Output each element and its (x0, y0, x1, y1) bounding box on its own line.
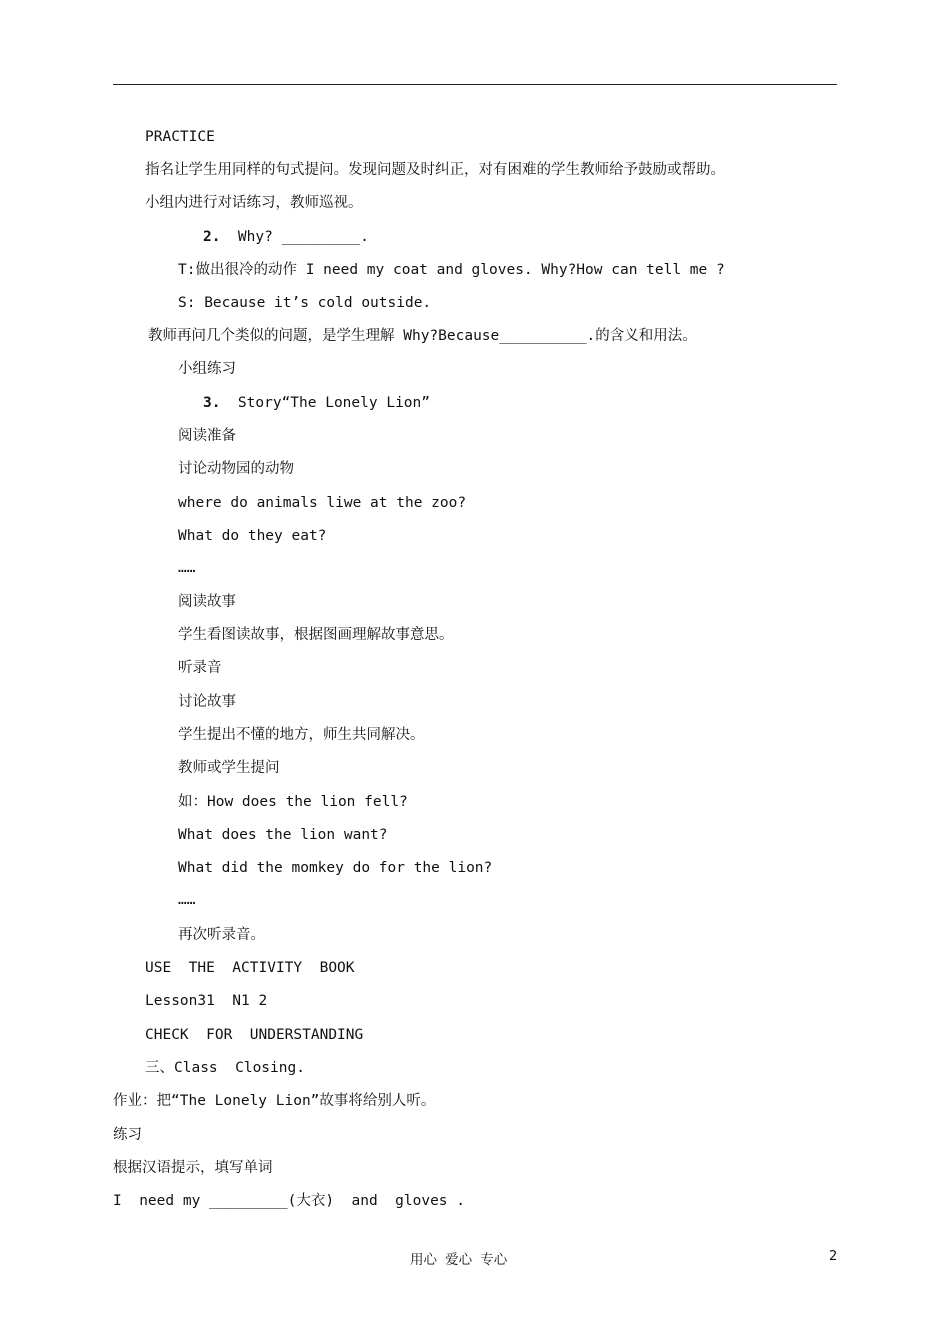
text-line-teacher: T:做出很冷的动作 I need my coat and gloves. Why?How can tell me ? (178, 262, 725, 278)
ellipsis: …… (178, 560, 196, 576)
text-line: CHECK FOR UNDERSTANDING (145, 1027, 364, 1043)
text-line: 阅读准备 (178, 428, 236, 444)
text-line: What did the momkey do for the lion? (178, 860, 493, 876)
text-line: 教师再问几个类似的问题，是学生理解 Why?Because__________.的含义和用法。 (148, 328, 697, 344)
text-line-homework: 作业：把“The Lonely Lion”故事将给别人听。 (113, 1093, 436, 1109)
text-line: Lesson31 N1 2 (145, 993, 268, 1009)
text-line: where do animals liwe at the zoo? (178, 495, 467, 511)
text-line: 小组内进行对话练习，教师巡视。 (145, 195, 363, 211)
text-line: 小组练习 (178, 361, 236, 377)
text-line: 再次听录音。 (178, 927, 265, 943)
text-line: 指名让学生用同样的句式提问。发现问题及时纠正，对有困难的学生教师给予鼓励或帮助。 (145, 162, 725, 178)
text-line-student: S: Because it’s cold outside. (178, 295, 432, 311)
text-line-item-3: 3. Story“The Lonely Lion” (203, 395, 430, 411)
text-line: 讨论故事 (178, 694, 236, 710)
text-line: What do they eat? (178, 528, 327, 544)
text-line: 根据汉语提示，填写单词 (113, 1160, 273, 1176)
ellipsis: …… (178, 892, 196, 908)
text-line: 学生看图读故事，根据图画理解故事意思。 (178, 627, 454, 643)
section-heading: 练习 (113, 1127, 142, 1143)
footer-motto: 用心 爱心 专心 (410, 1252, 508, 1268)
text-line-item-2: 2. Why? _________. (203, 229, 369, 245)
item-number: 2. (203, 229, 221, 245)
text-line: 如：How does the lion fell? (178, 794, 408, 810)
header-rule (113, 84, 837, 85)
item-number: 3. (203, 395, 221, 411)
text-line: 讨论动物园的动物 (178, 461, 294, 477)
text-line: USE THE ACTIVITY BOOK (145, 960, 355, 976)
section-heading: 三、Class Closing. (145, 1060, 305, 1076)
text-line: 学生提出不懂的地方，师生共同解决。 (178, 727, 425, 743)
text-line: What does the lion want? (178, 827, 388, 843)
text-line: 教师或学生提问 (178, 760, 280, 776)
text-line: 听录音 (178, 660, 222, 676)
text-line-practice: PRACTICE (145, 129, 215, 145)
text-line: 阅读故事 (178, 594, 236, 610)
page-number: 2 (829, 1248, 838, 1264)
text-line-exercise: I need my _________(大衣) and gloves . (113, 1193, 466, 1209)
